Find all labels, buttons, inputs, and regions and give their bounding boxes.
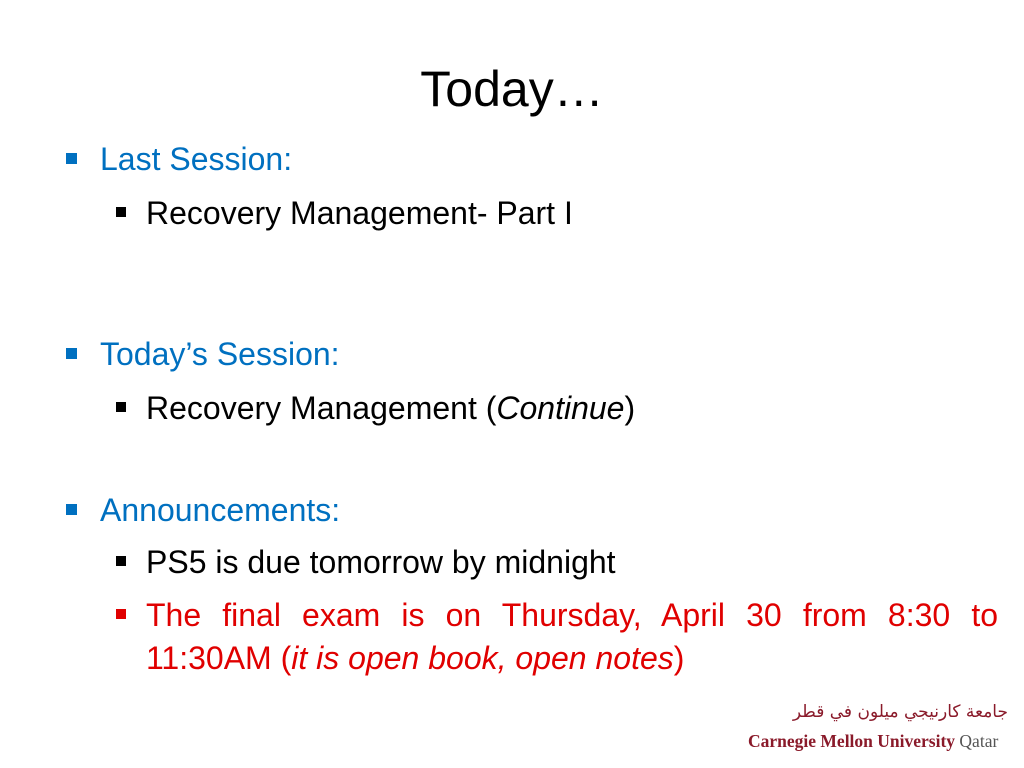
list-item-exam-line2: 11:30AM (it is open book, open notes) (146, 640, 685, 676)
list-item: PS5 is due tomorrow by midnight (146, 544, 616, 580)
list-item: Recovery Management (Continue) (146, 390, 636, 426)
square-bullet-icon (66, 348, 77, 359)
section-heading: Today’s Session: (100, 336, 340, 372)
section-heading: Announcements: (100, 492, 341, 528)
square-bullet-icon (116, 207, 126, 217)
logo-english-text: Carnegie Mellon University Qatar (748, 731, 999, 751)
cmu-qatar-logo (748, 700, 1010, 756)
square-bullet-icon (66, 504, 77, 515)
section-heading: Last Session: (100, 141, 293, 177)
square-bullet-icon (116, 402, 126, 412)
list-item-exam-line1: The final exam is on Thursday, April 30 from 8:30 to (146, 597, 998, 633)
logo-arabic-text: جامعة كارنيجي ميلون في قطر (792, 702, 1008, 722)
square-bullet-icon (66, 153, 77, 164)
list-item: Recovery Management- Part I (146, 195, 573, 231)
square-bullet-icon (116, 609, 126, 619)
slide-title: Today… (420, 61, 604, 117)
square-bullet-icon (116, 556, 126, 566)
